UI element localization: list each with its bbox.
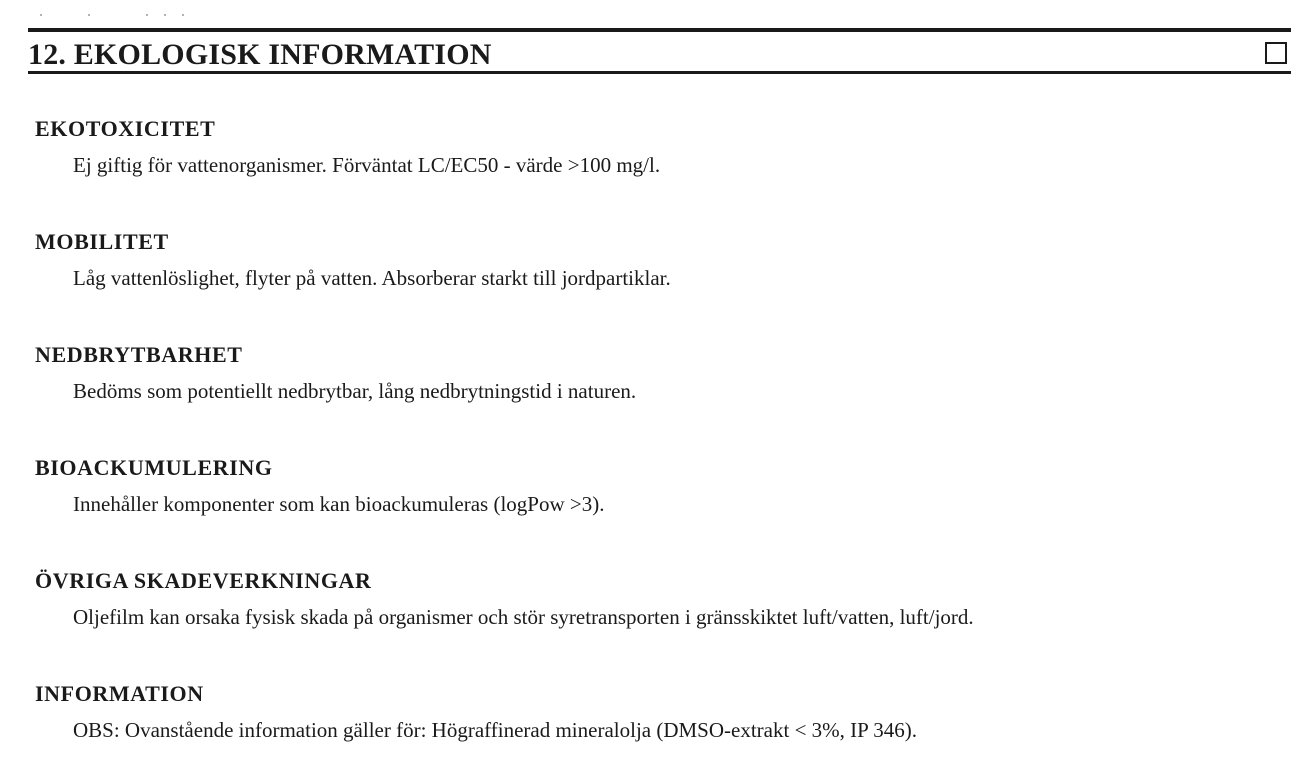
section-ovriga-skadeverkningar <box>35 568 1295 630</box>
section-information <box>35 681 1295 743</box>
section-bioackumulering <box>35 455 1295 517</box>
header-checkbox[interactable] <box>1265 42 1287 64</box>
section-mobilitet <box>35 229 1295 291</box>
section-heading: MOBILITET <box>35 229 169 254</box>
section-heading: INFORMATION <box>35 681 204 706</box>
section-body: Bedöms som potentiellt nedbrytbar, lång nedbrytningstid i naturen. <box>73 379 637 403</box>
section-body: Ej giftig för vattenorganismer. Förväntat LC/EC50 - värde >100 mg/l. <box>73 153 661 177</box>
section-body: Låg vattenlöslighet, flyter på vatten. Absorberar starkt till jordpartiklar. <box>73 266 671 290</box>
section-heading: BIOACKUMULERING <box>35 455 273 480</box>
section-body: OBS: Ovanstående information gäller för: Högraffinerad mineralolja (DMSO-extrakt < 3%, IP 346). <box>73 718 918 742</box>
section-header <box>28 28 1291 74</box>
section-body: Oljefilm kan orsaka fysisk skada på organismer och stör syretransporten i gränsskiktet luft/vatten, luft/jord. <box>73 605 974 629</box>
section-title: 12. EKOLOGISK INFORMATION <box>28 38 492 71</box>
section-heading: NEDBRYTBARHET <box>35 342 243 367</box>
scan-specks <box>40 14 200 22</box>
section-ekotoxicitet <box>35 116 1295 178</box>
section-heading: EKOTOXICITET <box>35 116 216 141</box>
section-nedbrytbarhet <box>35 342 1295 404</box>
section-heading: ÖVRIGA SKADEVERKNINGAR <box>35 568 372 593</box>
section-body: Innehåller komponenter som kan bioackumuleras (logPow >3). <box>73 492 605 516</box>
